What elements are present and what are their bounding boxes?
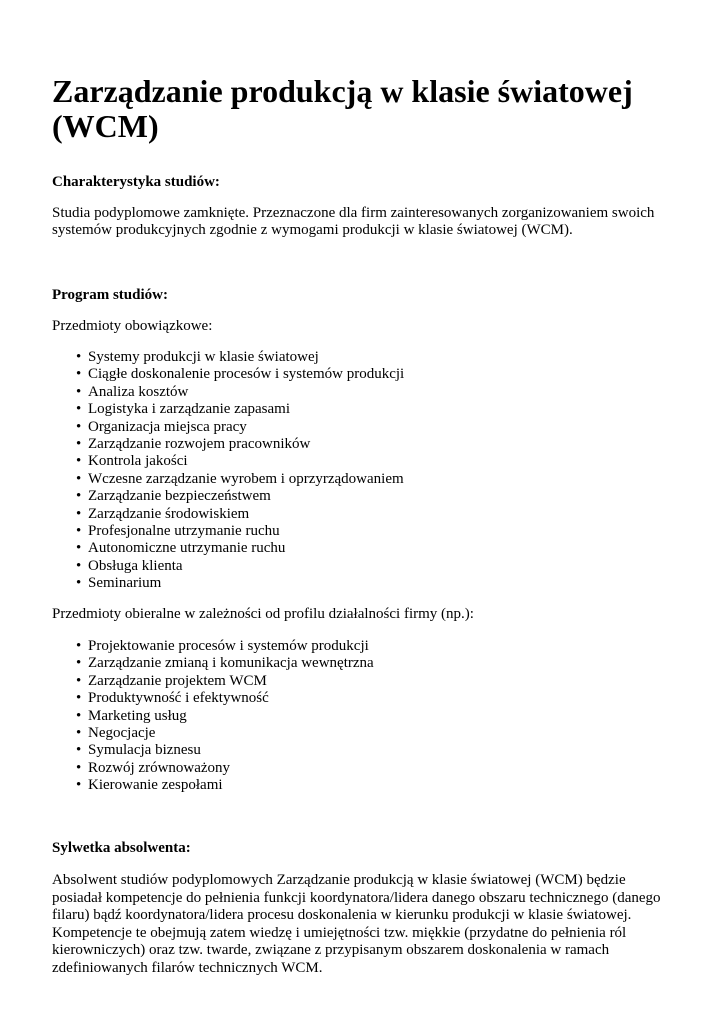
list-item: • Zarządzanie bezpieczeństwem xyxy=(52,488,672,505)
list-item: • Kierowanie zespołami xyxy=(52,777,672,794)
elective-label: Przedmioty obieralne w zależności od profilu działalności firmy (np.): xyxy=(52,606,474,622)
characteristics-heading: Charakterystyka studiów: xyxy=(52,174,220,190)
program-heading: Program studiów: xyxy=(52,287,168,303)
list-item: • Zarządzanie rozwojem pracowników xyxy=(52,436,672,453)
mandatory-subjects-list xyxy=(52,349,672,593)
list-item: • Obsługa klienta xyxy=(52,558,672,575)
list-item: • Kontrola jakości xyxy=(52,453,672,470)
characteristics-text: Studia podyplomowe zamknięte. Przeznaczone dla firm zainteresowanych zorganizowaniem swoich systemów produkcyjnych zgodnie z wymogami produkcji w klasie światowej (WCM). xyxy=(52,205,655,239)
list-item: • Negocjacje xyxy=(52,725,672,742)
list-item: • Autonomiczne utrzymanie ruchu xyxy=(52,540,672,557)
list-item: • Logistyka i zarządzanie zapasami xyxy=(52,401,672,418)
list-item: • Projektowanie procesów i systemów produkcji xyxy=(52,638,672,655)
graduate-heading: Sylwetka absolwenta: xyxy=(52,840,191,856)
elective-subjects-list xyxy=(52,638,672,795)
list-item: • Systemy produkcji w klasie światowej xyxy=(52,349,672,366)
list-item: • Wczesne zarządzanie wyrobem i oprzyrządowaniem xyxy=(52,471,672,488)
list-item: • Profesjonalne utrzymanie ruchu xyxy=(52,523,672,540)
mandatory-label: Przedmioty obowiązkowe: xyxy=(52,318,213,334)
list-item: • Zarządzanie projektem WCM xyxy=(52,673,672,690)
list-item: • Analiza kosztów xyxy=(52,384,672,401)
list-item: • Organizacja miejsca pracy xyxy=(52,419,672,436)
list-item: • Rozwój zrównoważony xyxy=(52,760,672,777)
list-item: • Produktywność i efektywność xyxy=(52,690,672,707)
list-item: • Zarządzanie zmianą i komunikacja wewnętrzna xyxy=(52,655,672,672)
list-item: • Zarządzanie środowiskiem xyxy=(52,506,672,523)
list-item: • Symulacja biznesu xyxy=(52,742,672,759)
graduate-text: Absolwent studiów podyplomowych Zarządzanie produkcją w klasie światowej (WCM) będzie posiadał kompetencje do pełnienia funkcji koordynatora/lidera danego obszaru technicznego (danego filaru) bądź koordynatora/lidera procesu doskonalenia w kierunku produkcji w klasie światowej. Kompetencje te obejmują zatem wiedzę i umiejętności tzw. miękkie (przydatne do pełnienia ról kierowniczych) oraz tzw. twarde, związane z przypisanym obszarem doskonalenia w ramach zdefiniowanych filarów technicznych WCM. xyxy=(52,872,661,976)
list-item: • Seminarium xyxy=(52,575,672,592)
page-title: Zarządzanie produkcją w klasie światowej (WCM) xyxy=(52,73,633,144)
list-item: • Marketing usług xyxy=(52,708,672,725)
list-item: • Ciągłe doskonalenie procesów i systemów produkcji xyxy=(52,366,672,383)
